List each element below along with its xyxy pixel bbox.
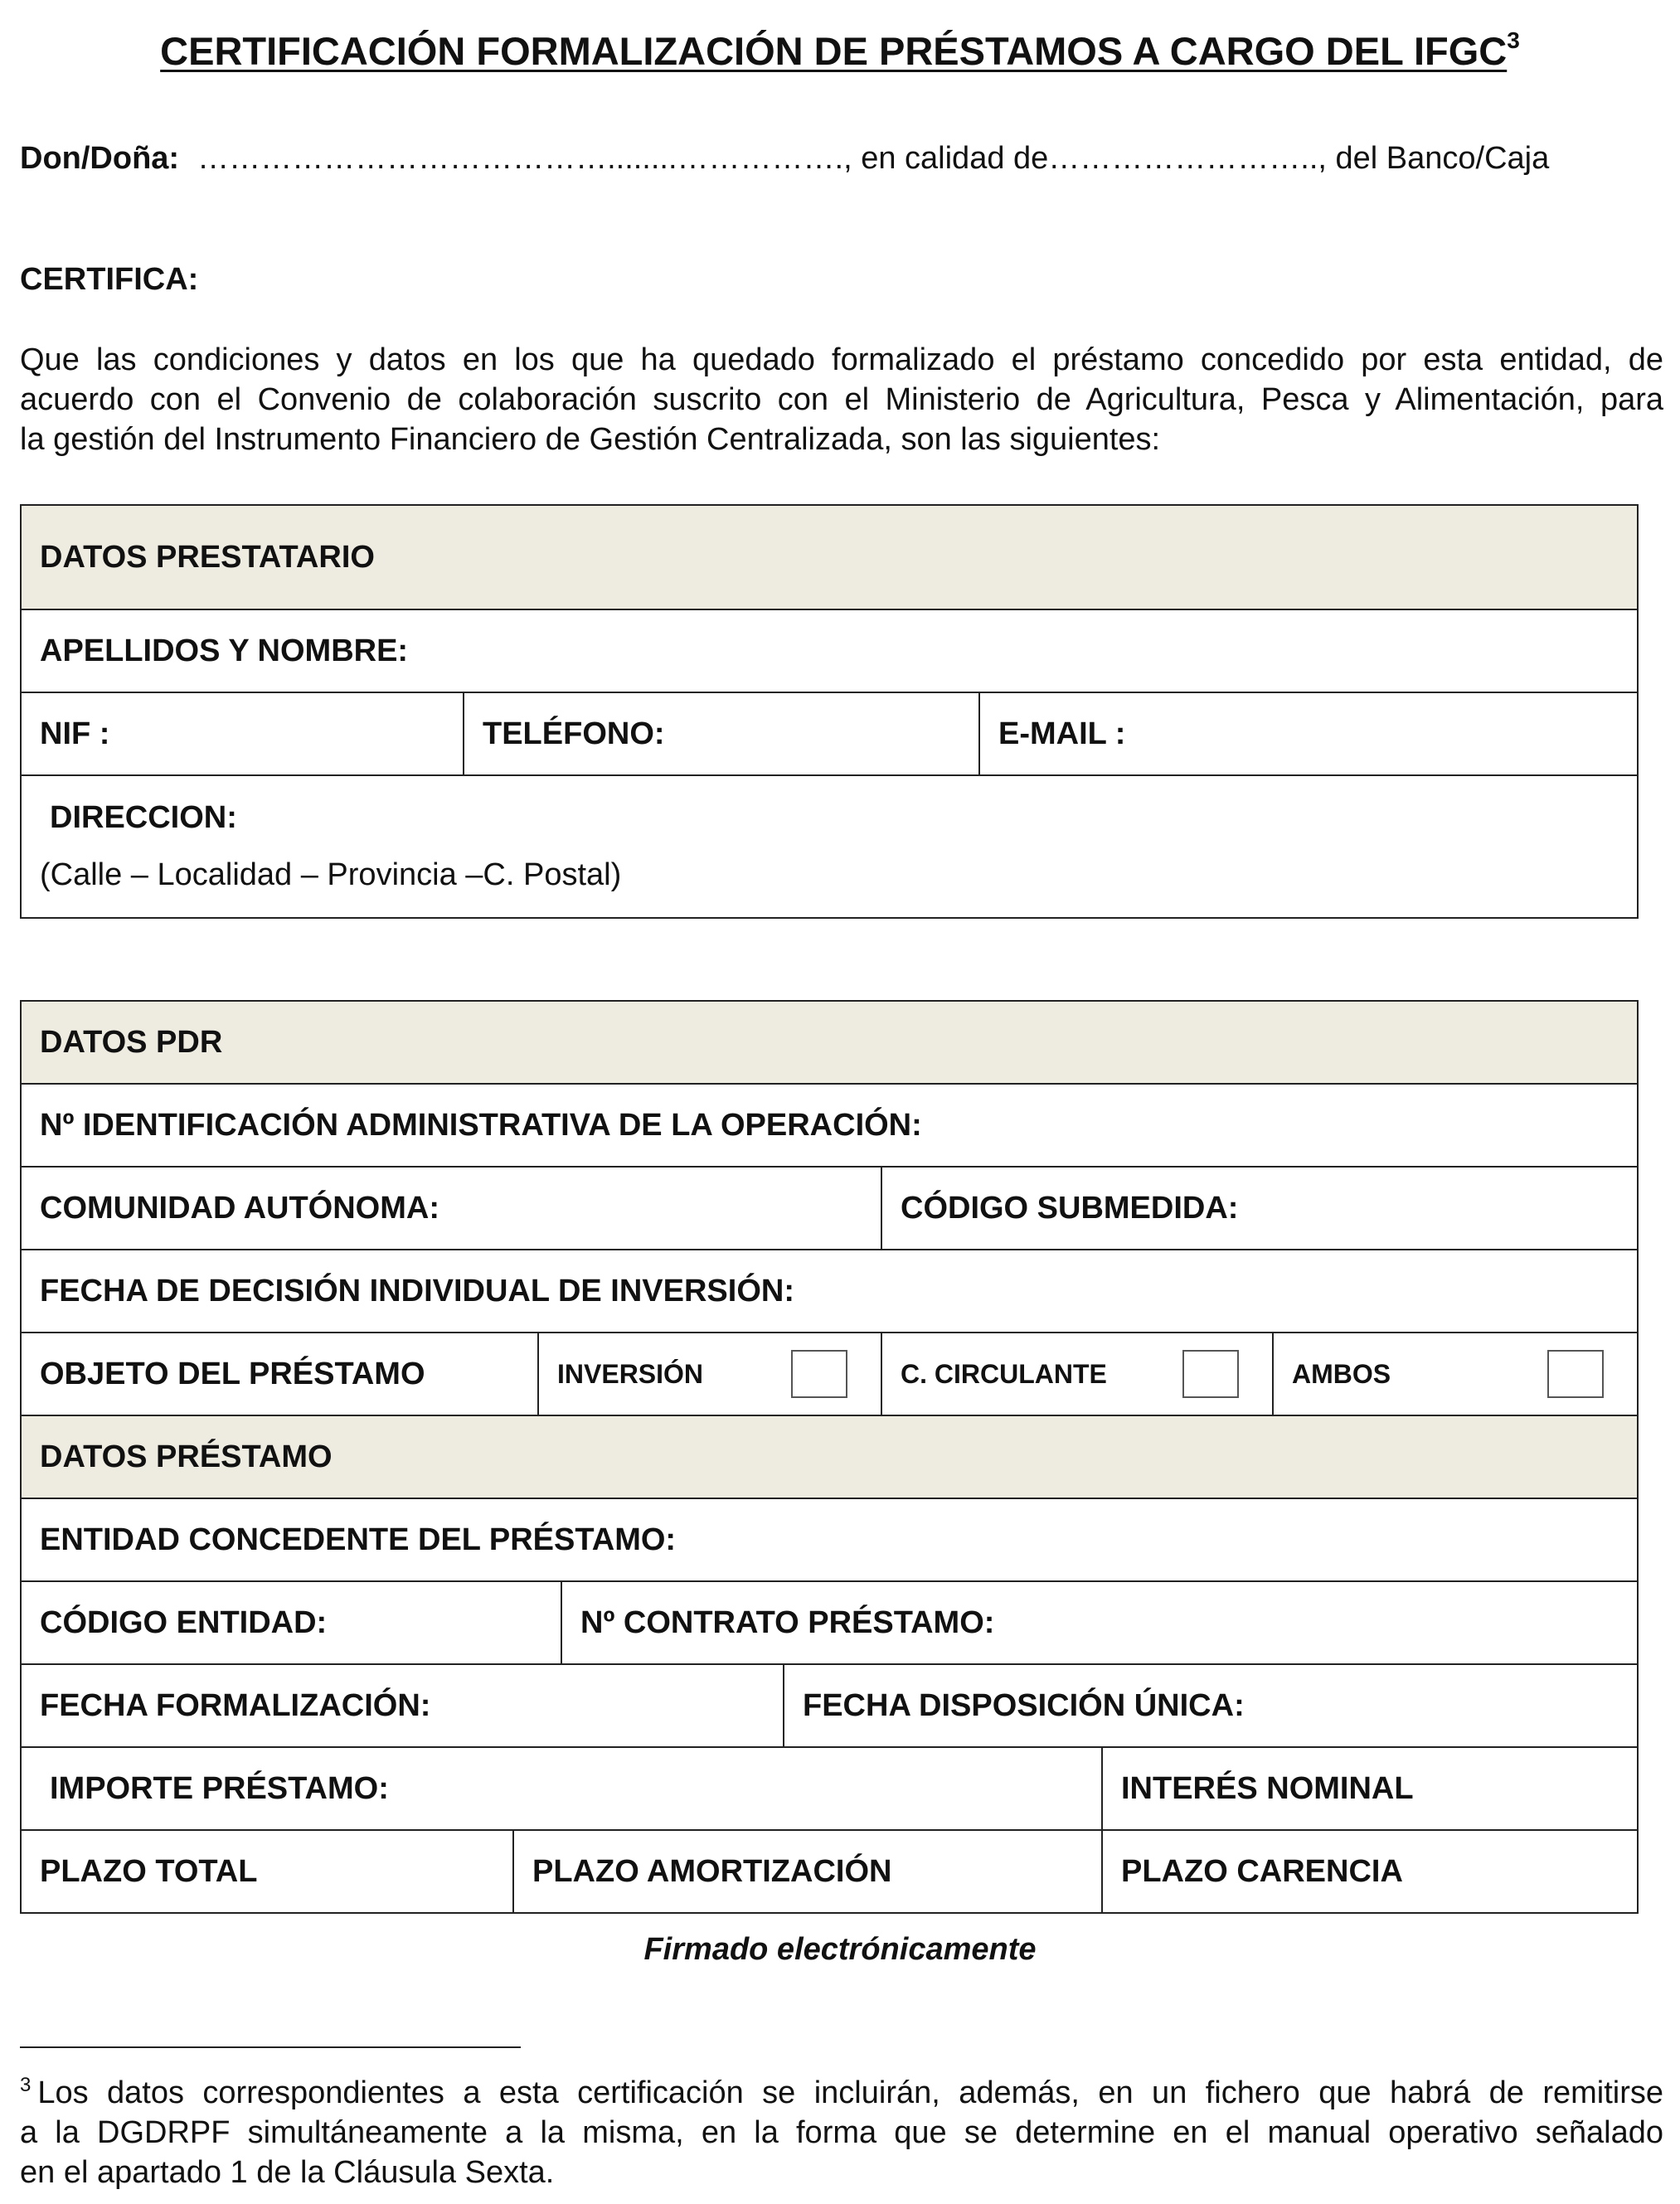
borrower-table — [20, 504, 1639, 919]
plazo-carencia-field[interactable]: PLAZO CARENCIA — [1101, 1831, 1637, 1912]
borrower-header: DATOS PRESTATARIO — [40, 539, 375, 575]
plazo-amortizacion-field[interactable]: PLAZO AMORTIZACIÓN — [512, 1831, 1101, 1912]
fecha-formalizacion-field[interactable]: FECHA FORMALIZACIÓN: — [40, 1687, 431, 1723]
pdr-header: DATOS PDR — [40, 1024, 223, 1060]
telefono-field[interactable]: TELÉFONO: — [463, 693, 978, 774]
fecha-disposicion-field[interactable]: FECHA DISPOSICIÓN ÚNICA: — [783, 1665, 1637, 1746]
option-ambos-label: AMBOS — [1292, 1358, 1391, 1389]
entidad-field[interactable]: ENTIDAD CONCEDENTE DEL PRÉSTAMO: — [40, 1522, 677, 1557]
option-circulante-label: C. CIRCULANTE — [901, 1358, 1107, 1389]
table-row — [22, 693, 1637, 776]
don-line — [20, 141, 1670, 177]
objeto-label: OBJETO DEL PRÉSTAMO — [40, 1356, 425, 1391]
footnote-divider — [20, 2046, 521, 2048]
don-text: …………………………………........……………., en calidad de…………………….., del Banco/Caja — [197, 141, 1550, 176]
table-row — [22, 1748, 1637, 1831]
loan-table — [20, 1000, 1639, 1914]
footnote — [20, 2073, 1663, 2192]
option-ambos[interactable] — [1272, 1333, 1637, 1415]
footnote-line: a la DGDRPF simultáneamente a la misma, en la forma que se determine en el manual operativo señalado — [20, 2115, 1663, 2150]
prestamo-header: DATOS PRÉSTAMO — [40, 1439, 333, 1474]
intro-line: Que las condiciones y datos en los que ha quedado formalizado el préstamo concedido por esta entidad, de — [20, 342, 1663, 377]
certifica-heading: CERTIFICA: — [20, 262, 199, 297]
option-inversion[interactable] — [537, 1333, 881, 1415]
plazo-total-field[interactable]: PLAZO TOTAL — [40, 1853, 258, 1889]
nif-field[interactable]: NIF : — [40, 716, 110, 751]
table-row — [22, 1085, 1637, 1168]
ambos-checkbox[interactable] — [1547, 1350, 1604, 1398]
intro-paragraph — [20, 340, 1663, 459]
table-row — [22, 1250, 1637, 1333]
table-row — [22, 1168, 1637, 1250]
comunidad-field[interactable]: COMUNIDAD AUTÓNOMA: — [40, 1190, 439, 1226]
circulante-checkbox[interactable] — [1182, 1350, 1239, 1398]
intro-line: la gestión del Instrumento Financiero de Gestión Centralizada, son las siguientes: — [20, 422, 1161, 457]
direccion-hint: (Calle – Localidad – Provincia –C. Postal) — [40, 857, 622, 892]
inversion-checkbox[interactable] — [791, 1350, 847, 1398]
table-row — [22, 1333, 1637, 1416]
id-operacion-field[interactable]: Nº IDENTIFICACIÓN ADMINISTRATIVA DE LA OPERACIÓN: — [40, 1107, 922, 1143]
apellidos-field[interactable]: APELLIDOS Y NOMBRE: — [40, 633, 409, 668]
option-circulante[interactable] — [881, 1333, 1272, 1415]
codigo-entidad-field[interactable]: CÓDIGO ENTIDAD: — [40, 1604, 328, 1640]
direccion-label: DIRECCION: — [50, 800, 237, 835]
borrower-header-row — [22, 506, 1637, 610]
option-inversion-label: INVERSIÓN — [557, 1358, 704, 1389]
title-footnote-ref: 3 — [1507, 27, 1520, 53]
prestamo-header-row — [22, 1416, 1637, 1499]
footnote-line-text: Los datos correspondientes a esta certificación se incluirán, además, en un fichero que habrá de remitirse — [37, 2075, 1663, 2110]
table-row — [22, 1665, 1637, 1748]
table-row — [22, 1831, 1637, 1914]
intro-line: acuerdo con el Convenio de colaboración suscrito con el Ministerio de Agricultura, Pesca y Alimentación, para — [20, 382, 1663, 417]
table-row — [22, 610, 1637, 693]
fecha-decision-field[interactable]: FECHA DE DECISIÓN INDIVIDUAL DE INVERSIÓN: — [40, 1273, 794, 1308]
direccion-field[interactable] — [22, 776, 1637, 917]
footnote-number: 3 — [20, 2074, 32, 2096]
interes-field[interactable]: INTERÉS NOMINAL — [1101, 1748, 1637, 1829]
pdr-header-row — [22, 1002, 1637, 1085]
contrato-field[interactable]: Nº CONTRATO PRÉSTAMO: — [561, 1582, 1637, 1663]
page-title — [0, 28, 1680, 74]
don-label: Don/Doña: — [20, 141, 180, 176]
footnote-line: en el apartado 1 de la Cláusula Sexta. — [20, 2155, 555, 2190]
table-row — [22, 1582, 1637, 1665]
footnote-line — [20, 2073, 1663, 2113]
importe-field[interactable]: IMPORTE PRÉSTAMO: — [50, 1770, 389, 1806]
table-row — [22, 776, 1637, 919]
signed-note: Firmado electrónicamente — [643, 1932, 1037, 1967]
codigo-submedida-field[interactable]: CÓDIGO SUBMEDIDA: — [881, 1168, 1637, 1249]
email-field[interactable]: E-MAIL : — [978, 693, 1637, 774]
table-row — [22, 1499, 1637, 1582]
title-text: CERTIFICACIÓN FORMALIZACIÓN DE PRÉSTAMOS A CARGO DEL IFGC — [160, 29, 1508, 73]
